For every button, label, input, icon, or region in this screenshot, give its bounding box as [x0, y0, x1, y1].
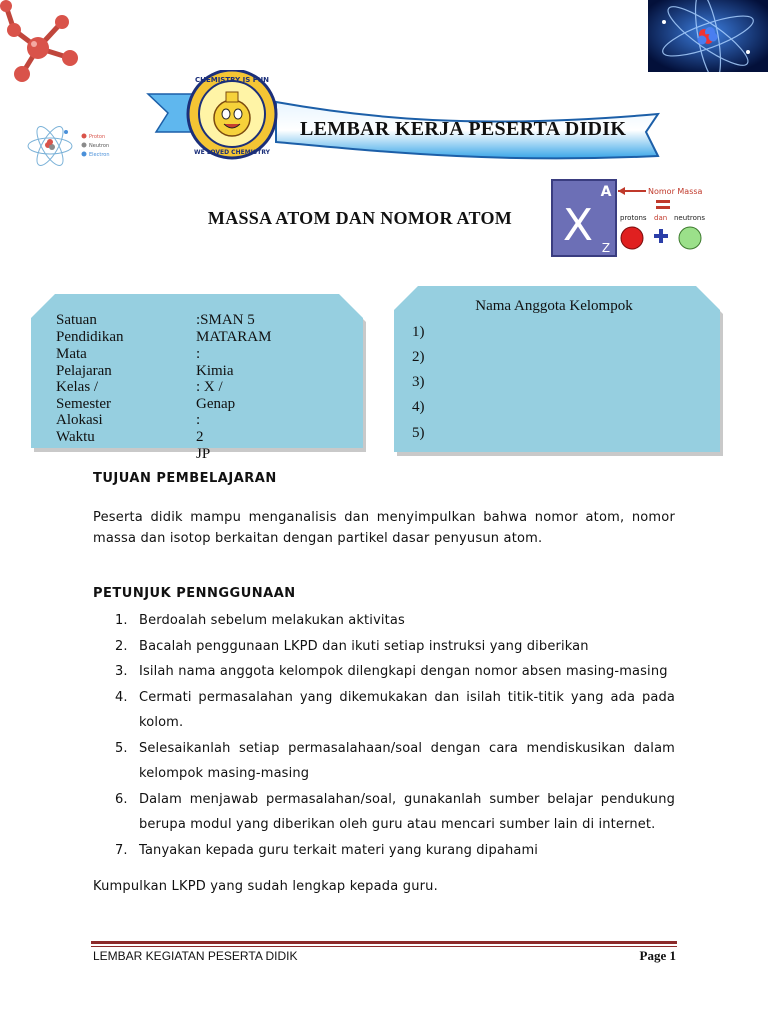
list-item	[112, 838, 675, 864]
group-member-slot: 1)	[412, 324, 425, 340]
banner-title: LEMBAR KERJA PESERTA DIDIK	[300, 118, 627, 140]
molecule-image	[0, 0, 90, 90]
step-number: 1.	[115, 613, 128, 628]
footer-title: LEMBAR KEGIATAN PESERTA DIDIK	[93, 949, 298, 963]
info-value: : Kimia	[196, 346, 234, 379]
info-value: : 2 JP	[196, 412, 211, 462]
step-number: 3.	[115, 664, 128, 679]
info-label: Kelas / Semester	[56, 379, 111, 412]
protons-label: protons	[620, 214, 647, 222]
info-label: Mata Pelajaran	[56, 346, 112, 379]
info-label: Satuan Pendidikan	[56, 312, 124, 345]
step-text: Tanyakan kepada guru terkait materi yang kurang dipahami	[139, 842, 539, 858]
step-text: Selesaikanlah setiap permasalahaan/soal dengan cara mendiskusikan dalam kelompok masing-masing	[139, 740, 675, 781]
page-number: Page 1	[639, 948, 676, 963]
step-number: 6.	[115, 791, 128, 807]
step-text: Cermati permasalahan yang dikemukakan dan isilah titik-titik yang ada pada kolom.	[139, 689, 675, 730]
legend-neutron-label: Neutron	[89, 143, 110, 149]
step-number: 2.	[115, 638, 128, 654]
list-item	[112, 787, 675, 838]
step-number: 7.	[115, 842, 128, 858]
list-item	[112, 736, 675, 787]
logo-bottom-text: WE LOVED CHEMISTRY	[194, 149, 270, 156]
info-value: : X / Genap	[196, 379, 236, 412]
document-title: MASSA ATOM DAN NOMOR ATOM	[207, 208, 513, 228]
step-text: Isilah nama anggota kelompok dilengkapi dengan nomor absen masing-masing	[139, 664, 668, 679]
mass-number-label: Nomor Massa	[648, 187, 703, 196]
element-symbol: X	[562, 200, 594, 251]
mass-number-symbol: A	[600, 184, 612, 200]
group-member-slot: 2)	[412, 349, 425, 365]
atomic-number-symbol: Z	[601, 241, 611, 255]
and-label: dan	[654, 214, 668, 222]
closing-text: Kumpulkan LKPD yang sudah lengkap kepada guru.	[93, 879, 438, 894]
footer-divider	[91, 941, 677, 944]
list-item	[112, 685, 675, 736]
instructions-heading: PETUNJUK PENNGGUNAAN	[93, 586, 296, 601]
group-member-slot: 3)	[412, 374, 425, 390]
step-number: 4.	[115, 689, 128, 705]
step-text: Dalam menjawab permasalahan/soal, gunakanlah sumber belajar pendukung berupa modul yang diberikan oleh guru atau mencari sumber lain di internet.	[139, 791, 675, 832]
list-item	[112, 634, 675, 660]
neutrons-label: neutrons	[674, 214, 706, 222]
list-item	[112, 608, 675, 634]
legend-electron-label: Electron	[89, 152, 110, 158]
footer-divider	[91, 946, 677, 947]
step-text: Bacalah penggunaan LKPD dan ikuti setiap instruksi yang diberikan	[139, 638, 589, 654]
list-item	[112, 659, 675, 685]
group-panel-title: Nama Anggota Kelompok	[475, 298, 633, 314]
group-member-slot: 5)	[412, 425, 425, 441]
step-number: 5.	[115, 740, 128, 756]
logo-top-text: CHEMISTRY IS FUN	[194, 76, 270, 84]
group-member-slot: 4)	[412, 399, 425, 415]
goal-text: Peserta didik mampu menganalisis dan menyimpulkan bahwa nomor atom, nomor massa dan isotop berkaitan dengan partikel dasar penyusun atom.	[93, 510, 675, 546]
info-label: Alokasi Waktu	[56, 412, 103, 445]
goal-heading: TUJUAN PEMBELAJARAN	[93, 471, 277, 486]
nuclide-notation-image	[550, 178, 720, 260]
step-text: Berdoalah sebelum melakukan aktivitas	[139, 613, 405, 628]
atom-space-image	[648, 0, 768, 72]
instructions-list	[112, 608, 675, 863]
info-value: :SMAN 5 MATARAM	[196, 312, 272, 345]
atom-diagram-image	[26, 116, 116, 182]
legend-proton-label: Proton	[89, 134, 106, 140]
